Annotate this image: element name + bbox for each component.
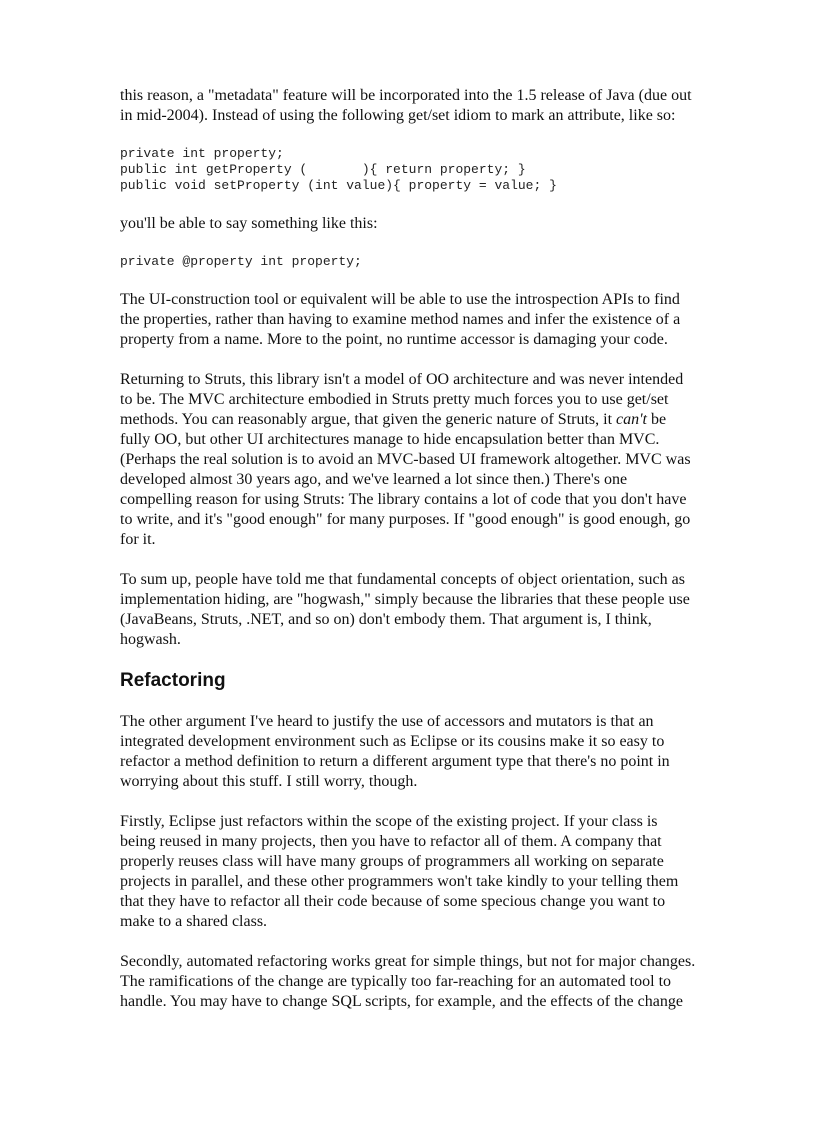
text-line: compelling reason for using Struts: The library contains a lot of code that you don't have bbox=[120, 491, 687, 508]
text-line: make to a shared class. bbox=[120, 913, 268, 930]
text-line: the properties, rather than having to examine method names and infer the existence of a bbox=[120, 311, 681, 328]
text-line: refactor a method definition to return a different argument type that there's no point in bbox=[120, 753, 670, 770]
code-block-annotation bbox=[120, 254, 712, 270]
text-line: implementation hiding, are "hogwash," simply because the libraries that these people use bbox=[120, 591, 690, 608]
text-line: To sum up, people have told me that fundamental concepts of object orientation, such as bbox=[120, 571, 685, 588]
text-line: projects in parallel, and these other programmers won't take kindly to your telling them bbox=[120, 873, 679, 890]
code-line: private int property; bbox=[120, 146, 284, 161]
say-paragraph bbox=[120, 214, 712, 234]
intro-paragraph bbox=[120, 86, 712, 126]
text-line: properly reuses class will have many groups of programmers all working on separate bbox=[120, 853, 664, 870]
section-heading: Refactoring bbox=[120, 670, 226, 691]
sum-up-paragraph bbox=[120, 570, 712, 650]
code-line: private @property int property; bbox=[120, 254, 362, 269]
text-line bbox=[120, 410, 712, 430]
text-line: Firstly, Eclipse just refactors within the scope of the existing project. If your class is bbox=[120, 813, 658, 830]
text-line: worrying about this stuff. I still worry, though. bbox=[120, 773, 418, 790]
code-line: public int getProperty ( ){ return property; } bbox=[120, 162, 526, 177]
text-line: handle. You may have to change SQL scripts, for example, and the effects of the change bbox=[120, 993, 683, 1010]
text-line: in mid-2004). Instead of using the following get/set idiom to mark an attribute, like so: bbox=[120, 107, 676, 124]
text-line: fully OO, but other UI architectures manage to hide encapsulation better than MVC. bbox=[120, 431, 660, 448]
text-line: you'll be able to say something like this: bbox=[120, 215, 378, 232]
text-run: methods. You can reasonably argue, that given the generic nature of Struts, it bbox=[120, 411, 617, 428]
text-line: to write, and it's "good enough" for many purposes. If "good enough" is good enough, go bbox=[120, 511, 691, 528]
text-line: The UI-construction tool or equivalent will be able to use the introspection APIs to find bbox=[120, 291, 680, 308]
code-line: public void setProperty (int value){ property = value; } bbox=[120, 178, 557, 193]
text-line: property from a name. More to the point, no runtime accessor is damaging your code. bbox=[120, 331, 668, 348]
text-run: be bbox=[647, 411, 667, 428]
firstly-paragraph bbox=[120, 812, 712, 932]
text-line: Secondly, automated refactoring works great for simple things, but not for major changes. bbox=[120, 953, 696, 970]
code-block-getset bbox=[120, 146, 712, 194]
text-line: hogwash. bbox=[120, 631, 181, 648]
page-content bbox=[120, 86, 712, 1032]
text-line: The other argument I've heard to justify the use of accessors and mutators is that an bbox=[120, 713, 654, 730]
text-line: being reused in many projects, then you have to refactor all of them. A company that bbox=[120, 833, 662, 850]
refactor-paragraph bbox=[120, 712, 712, 792]
text-line: this reason, a "metadata" feature will be incorporated into the 1.5 release of Java (due out bbox=[120, 87, 692, 104]
text-line: for it. bbox=[120, 531, 156, 548]
text-line: integrated development environment such as Eclipse or its cousins make it so easy to bbox=[120, 733, 665, 750]
text-line: to be. The MVC architecture embodied in Struts pretty much forces you to use get/set bbox=[120, 391, 669, 408]
emphasis-text: can't bbox=[616, 411, 647, 428]
struts-paragraph bbox=[120, 370, 712, 550]
text-line: developed almost 30 years ago, and we've learned a lot since then.) There's one bbox=[120, 471, 628, 488]
text-line: (Perhaps the real solution is to avoid an MVC-based UI framework altogether. MVC was bbox=[120, 451, 691, 468]
ui-tool-paragraph bbox=[120, 290, 712, 350]
secondly-paragraph bbox=[120, 952, 712, 1012]
text-line: (JavaBeans, Struts, .NET, and so on) don't embody them. That argument is, I think, bbox=[120, 611, 652, 628]
text-line: Returning to Struts, this library isn't a model of OO architecture and was never intended bbox=[120, 371, 684, 388]
text-line: that they have to refactor all their code because of some specious change you want to bbox=[120, 893, 666, 910]
text-line: The ramifications of the change are typically too far-reaching for an automated tool to bbox=[120, 973, 672, 990]
